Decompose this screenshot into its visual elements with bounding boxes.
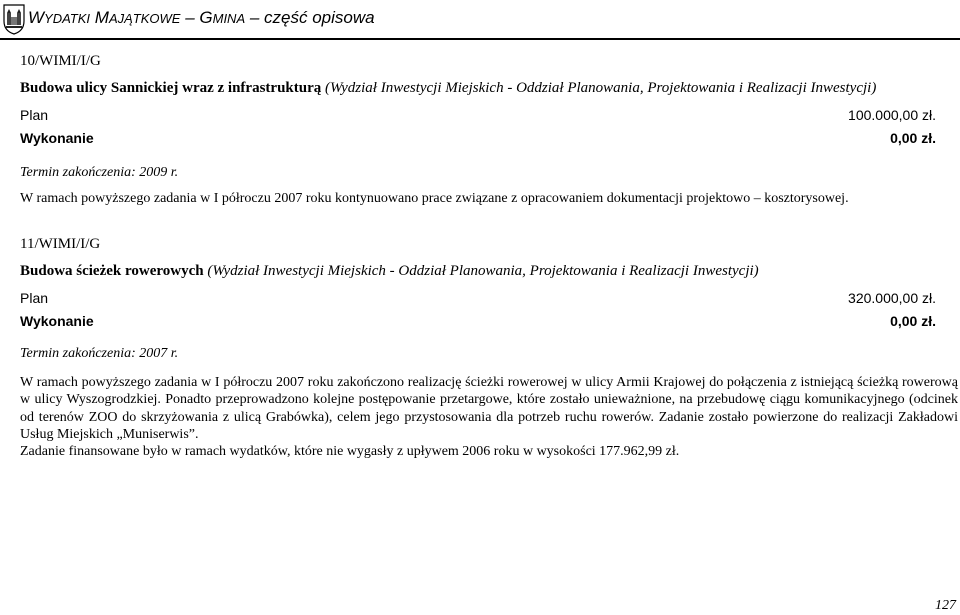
description-paragraph: Zadanie finansowane było w ramach wydatków, które nie wygasły z upływem 2006 roku w wysokości 177.962,99 zł. [20,444,680,460]
description-paragraph: W ramach powyższego zadania w I półroczu 2007 roku zakończono realizację ścieżki rowerowej w ulicy Armii Krajowej do połączenia z istniejącą ścieżką rowerową w ulicy Wyszogrodzkiej. Ponadto przeprowadzono kolejne postępowanie przetargowe, które zostało unieważnione, na przebudowę ciągu komunikacyjnego (odcinek od terenów ZOO do skrzyżowania z ulicą Grabówka), celem jego przystosowania dla potrzeb ruchu rowerów. Zadanie zostało powierzone do realizacji Zakładowi Usług Miejskich „Muniserwis”. [20,375,958,442]
plan-label: Plan [20,107,49,123]
plan-value: 320.000,00 zł. [848,290,936,306]
page-header [0,0,960,40]
execution-label: Wykonanie [20,313,94,329]
header-title: WYDATKI MAJĄTKOWE – GMINA – część opisowa [28,8,375,27]
execution-value: 0,00 zł. [890,313,936,329]
task-code: 11/WIMI/I/G [20,236,101,252]
description-paragraph: W ramach powyższego zadania w I półroczu 2007 roku kontynuowano prace związane z opracowaniem dokumentacji projektowo – kosztorysowej. [20,191,849,206]
execution-label: Wykonanie [20,130,94,146]
page-number: 127 [935,598,956,613]
plan-value: 100.000,00 zł. [848,107,936,123]
header-rule [0,38,960,40]
deadline: Termin zakończenia: 2007 r. [20,346,179,361]
execution-value: 0,00 zł. [890,130,936,146]
task-title: Budowa ścieżek rowerowych (Wydział Inwestycji Miejskich - Oddział Planowania, Projektowania i Realizacji Inwestycji) [20,263,759,279]
task-title: Budowa ulicy Sannickiej wraz z infrastrukturą (Wydział Inwestycji Miejskich - Oddział Planowania, Projektowania i Realizacji Inwestycji) [20,80,877,96]
plan-label: Plan [20,290,49,306]
deadline: Termin zakończenia: 2009 r. [20,165,179,180]
task-code: 10/WIMI/I/G [20,53,101,69]
task-description [20,190,958,207]
task-description [20,374,958,460]
city-crest-icon [2,3,26,35]
